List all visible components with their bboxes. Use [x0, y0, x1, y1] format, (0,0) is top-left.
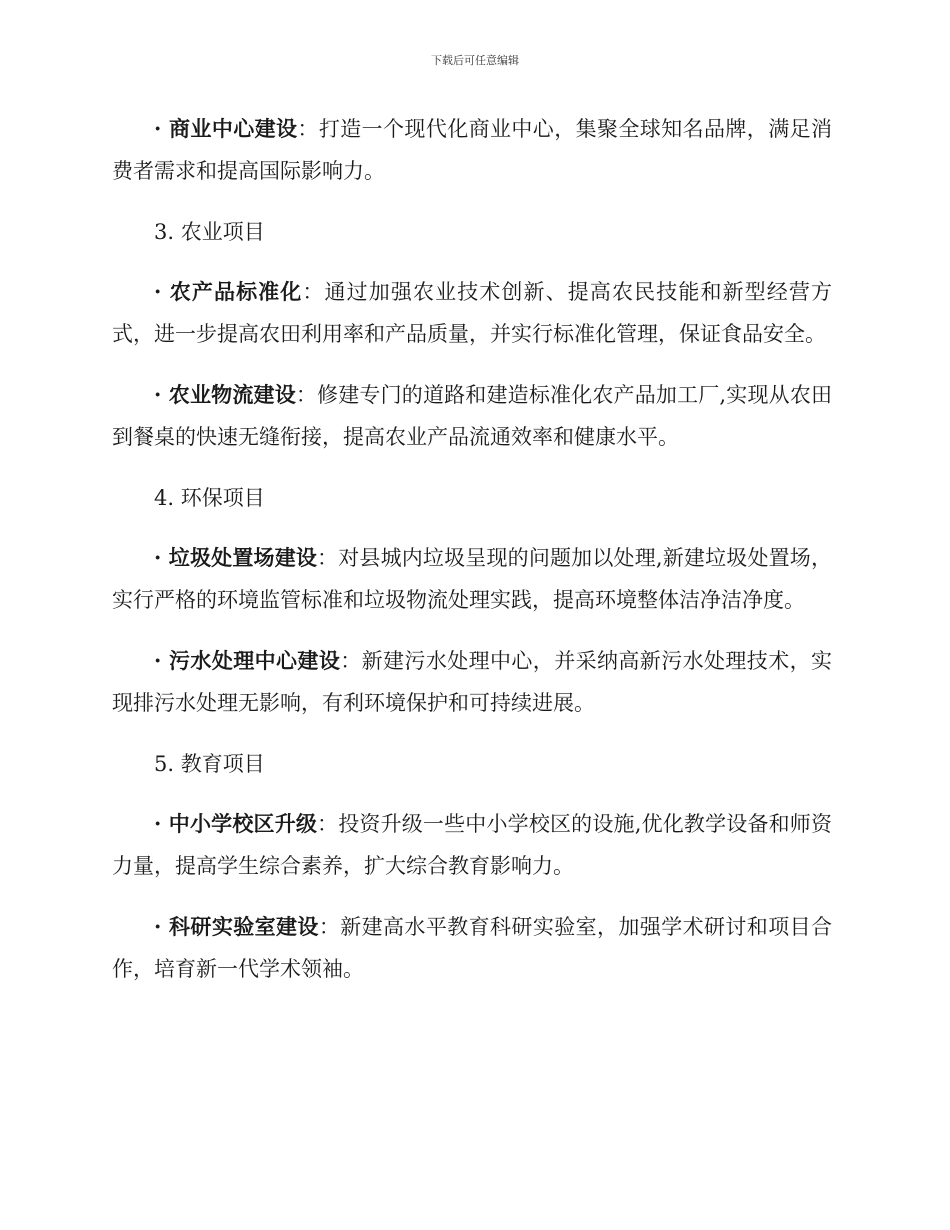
paragraph-commerce-center [112, 108, 832, 192]
paragraph-sewage-center [112, 640, 832, 724]
page-header: 下载后可任意编辑 [431, 54, 519, 67]
item-title: · 中小学校区升级 [154, 811, 318, 836]
paragraph-agri-standardization [112, 271, 832, 355]
section-heading-education: 5. 教育项目 [154, 752, 265, 776]
item-title: · 商业中心建设 [154, 116, 298, 141]
item-text: ：修建专门的道路和建造标准化农产品加工厂,实现从农田到餐桌的快速无缝衔接，提高农业产品流通效率和健康水平。 [112, 383, 832, 449]
paragraph-research-lab [112, 906, 832, 990]
item-text: ：通过加强农业技术创新、提高农民技能和新型经营方式，进一步提高农田利用率和产品质量，并实行标准化管理，保证食品安全。 [112, 280, 833, 346]
section-heading-environment: 4. 环保项目 [154, 486, 265, 510]
item-title: · 科研实验室建设 [154, 914, 319, 939]
item-title: · 污水处理中心建设 [154, 648, 341, 673]
item-text: ：打造一个现代化商业中心，集聚全球知名品牌，满足消费者需求和提高国际影响力。 [112, 117, 833, 183]
item-text: ：对县城内垃圾呈现的问题加以处理,新建垃圾处置场，实行严格的环境监管标准和垃圾物流处理实践，提高环境整体洁净洁净度。 [112, 546, 832, 612]
item-title: · 农业物流建设 [154, 382, 296, 407]
item-title: · 垃圾处置场建设 [154, 545, 318, 570]
item-title: · 农产品标准化 [154, 279, 303, 304]
item-text: ：投资升级一些中小学校区的设施,优化教学设备和师资力量，提高学生综合素养，扩大综合教育影响力。 [112, 812, 832, 878]
item-text: ：新建污水处理中心，并采纳高新污水处理技术，实现排污水处理无影响，有利环境保护和可持续进展。 [112, 649, 832, 715]
paragraph-school-upgrade [112, 803, 832, 887]
paragraph-waste-site [112, 537, 832, 621]
item-text: ：新建高水平教育科研实验室，加强学术研讨和项目合作，培育新一代学术领袖。 [112, 915, 833, 981]
section-heading-agriculture: 3. 农业项目 [154, 220, 265, 244]
paragraph-agri-logistics [112, 374, 832, 458]
document-body [112, 108, 832, 1009]
